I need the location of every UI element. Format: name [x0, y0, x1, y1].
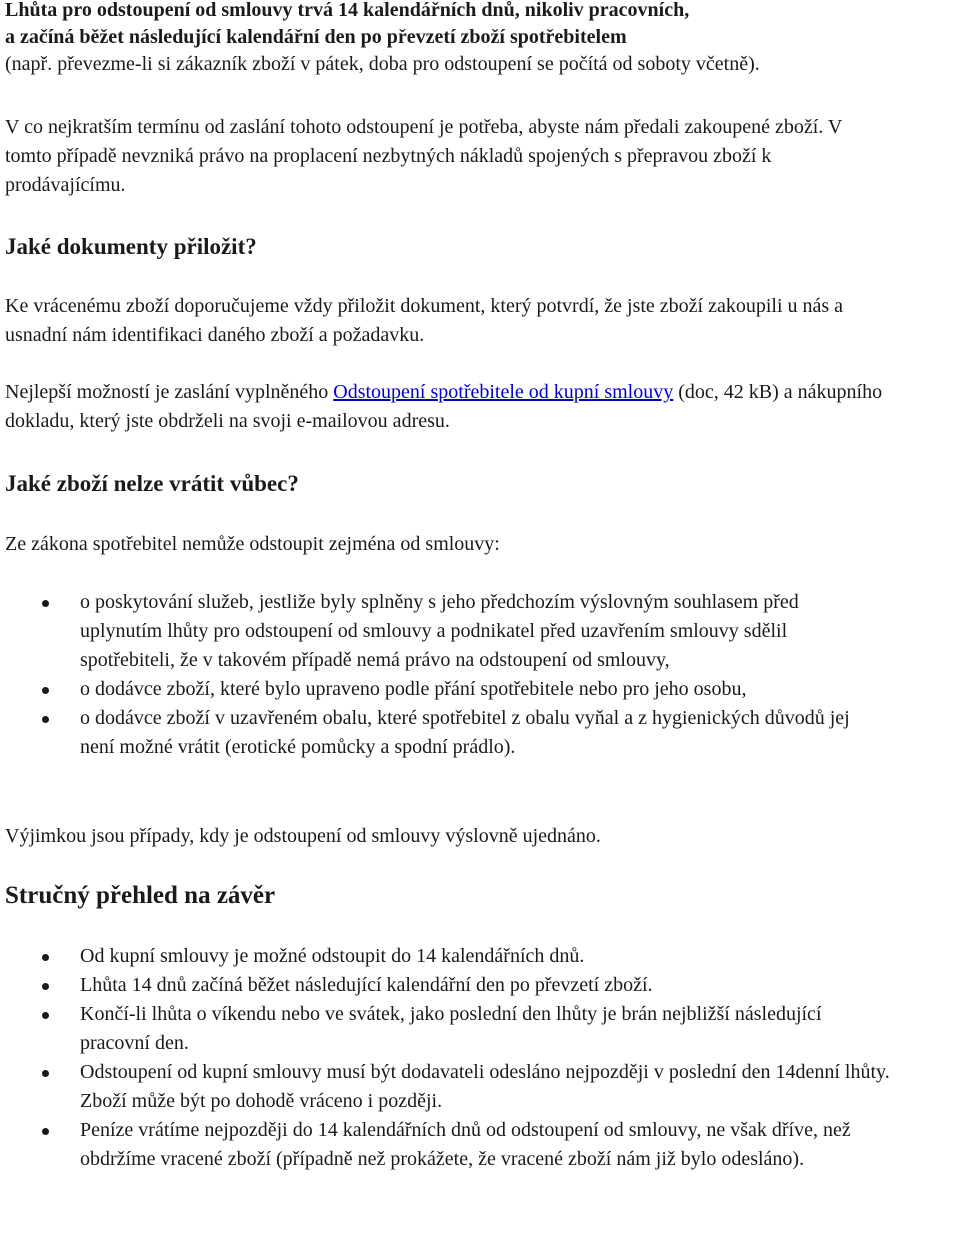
- summary-list: [5, 942, 895, 1174]
- list-item: [5, 942, 895, 971]
- withdrawal-form-link[interactable]: Odstoupení spotřebitele od kupní smlouvy: [333, 381, 674, 403]
- bullet-icon: [42, 983, 49, 990]
- list-item-text: Peníze vrátíme nejpozději do 14 kalendářních dnů od odstoupení od smlouvy, ne však dříve, než obdržíme vracené zboží (případně než prokážete, že vracené zboží nám již bylo odesláno).: [80, 1119, 851, 1170]
- list-item-text: o dodávce zboží v uzavřeném obalu, které spotřebitel z obalu vyňal a z hygienických důvodů jej není možné vrátit (erotické pomůcky a spodní prádlo).: [80, 707, 850, 758]
- documents-heading: Jaké dokumenty přiložit?: [5, 234, 257, 259]
- documents-paragraph-2-after: (doc, 42 kB) a nákupního dokladu, který jste obdrželi na svoji e-mailovou adresu.: [5, 381, 883, 432]
- list-item-text: Odstoupení od kupní smlouvy musí být dodavateli odesláno nejpozději v poslední den 14denní lhůty.: [80, 1061, 890, 1083]
- nonreturnable-list: [5, 588, 885, 762]
- bullet-icon: [42, 1070, 49, 1077]
- list-item: [5, 1116, 895, 1174]
- documents-paragraph-1: Ke vrácenému zboží doporučujeme vždy přiložit dokument, který potvrdí, že jste zboží zakoupili u nás a usnadní nám identifikaci daného zboží a požadavku.: [5, 295, 844, 346]
- intro-bold-line-2: a začíná běžet následující kalendářní den po převzetí zboží spotřebitelem: [5, 26, 627, 48]
- list-item-text: o dodávce zboží, které bylo upraveno podle přání spotřebitele nebo pro jeho osobu,: [80, 678, 747, 700]
- intro-paragraph: [5, 0, 955, 79]
- list-item-text: Končí-li lhůta o víkendu nebo ve svátek, jako poslední den lhůty je brán nejbližší následující pracovní den.: [80, 1003, 822, 1054]
- list-item-text: o poskytování služeb, jestliže byly splněny s jeho předchozím výslovným souhlasem před uplynutím lhůty pro odstoupení od smlouvy a podnikatel před uzavřením smlouvy sdělil spotřebiteli, že v takovém případě nemá právo na odstoupení od smlouvy,: [80, 591, 799, 671]
- bullet-icon: [42, 1012, 49, 1019]
- shortest-term-paragraph: V co nejkratším termínu od zaslání tohoto odstoupení je potřeba, abyste nám předali zakoupené zboží. V tomto případě nevzniká právo na proplacení nezbytných nákladů spojených s přepravou zboží k prodávajícímu.: [5, 116, 843, 196]
- bullet-icon: [42, 954, 49, 961]
- documents-paragraph-2: [5, 378, 950, 436]
- list-item: [5, 1000, 895, 1058]
- bullet-icon: [42, 1128, 49, 1135]
- list-item: [5, 675, 885, 704]
- list-item-extra: Zboží může být po dohodě vráceno i později.: [80, 1090, 443, 1112]
- nonreturnable-intro: Ze zákona spotřebitel nemůže odstoupit zejména od smlouvy:: [5, 533, 500, 555]
- list-item: [5, 971, 895, 1000]
- documents-paragraph-2-before: Nejlepší možností je zaslání vyplněného: [5, 381, 334, 403]
- list-item: [5, 588, 885, 675]
- list-item: [5, 704, 885, 762]
- bullet-icon: [42, 687, 49, 694]
- bullet-icon: [42, 716, 49, 723]
- nonreturnable-heading: Jaké zboží nelze vrátit vůbec?: [5, 471, 299, 496]
- list-item: [5, 1058, 895, 1116]
- summary-heading: Stručný přehled na závěr: [5, 882, 276, 909]
- list-item-text: Od kupní smlouvy je možné odstoupit do 14 kalendářních dnů.: [80, 945, 585, 967]
- intro-bold-line-1: Lhůta pro odstoupení od smlouvy trvá 14 kalendářních dnů, nikoliv pracovních,: [5, 0, 690, 21]
- bullet-icon: [42, 600, 49, 607]
- intro-plain-line-3: (např. převezme-li si zákazník zboží v pátek, doba pro odstoupení se počítá od soboty včetně).: [5, 53, 760, 75]
- list-item-text: Lhůta 14 dnů začíná běžet následující kalendářní den po převzetí zboží.: [80, 974, 653, 996]
- exception-paragraph: Výjimkou jsou případy, kdy je odstoupení od smlouvy výslovně ujednáno.: [5, 825, 601, 847]
